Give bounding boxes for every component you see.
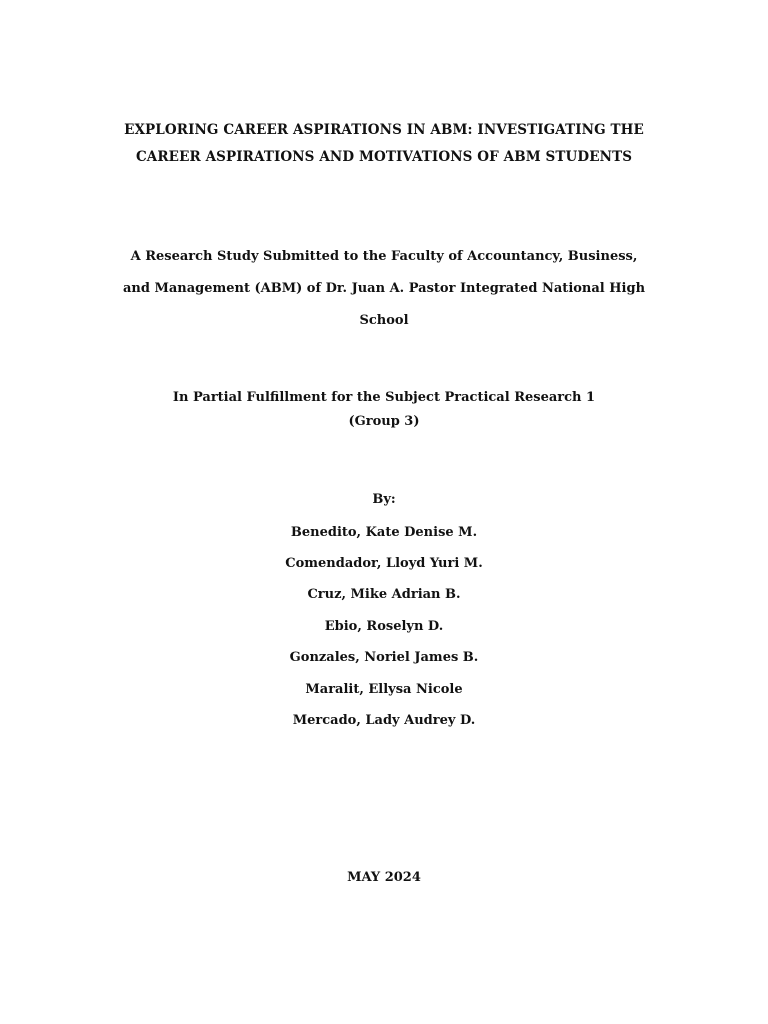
submission-date: MAY 2024 bbox=[347, 870, 421, 885]
group-label: (Group 3) bbox=[348, 414, 420, 429]
author-name: Maralit, Ellysa Nicole bbox=[305, 682, 463, 697]
submission-line-1: A Research Study Submitted to the Faculty of Accountancy, Business, bbox=[130, 249, 638, 264]
submission-line-3: School bbox=[359, 313, 409, 328]
author-name: Ebio, Roselyn D. bbox=[324, 619, 444, 634]
author-name: Cruz, Mike Adrian B. bbox=[307, 587, 461, 602]
author-name: Benedito, Kate Denise M. bbox=[290, 525, 478, 540]
research-title-line-1: EXPLORING CAREER ASPIRATIONS IN ABM: INVESTIGATING THE bbox=[124, 122, 644, 138]
fulfillment-line: In Partial Fulfillment for the Subject Practical Research 1 bbox=[172, 390, 596, 405]
research-title-line-2: CAREER ASPIRATIONS AND MOTIVATIONS OF ABM STUDENTS bbox=[135, 149, 633, 165]
by-label: By: bbox=[372, 492, 396, 507]
author-name: Comendador, Lloyd Yuri M. bbox=[285, 556, 483, 571]
submission-line-2: and Management (ABM) of Dr. Juan A. Pastor Integrated National High bbox=[122, 281, 646, 296]
author-name: Gonzales, Noriel James B. bbox=[289, 650, 479, 665]
author-name: Mercado, Lady Audrey D. bbox=[292, 713, 476, 728]
